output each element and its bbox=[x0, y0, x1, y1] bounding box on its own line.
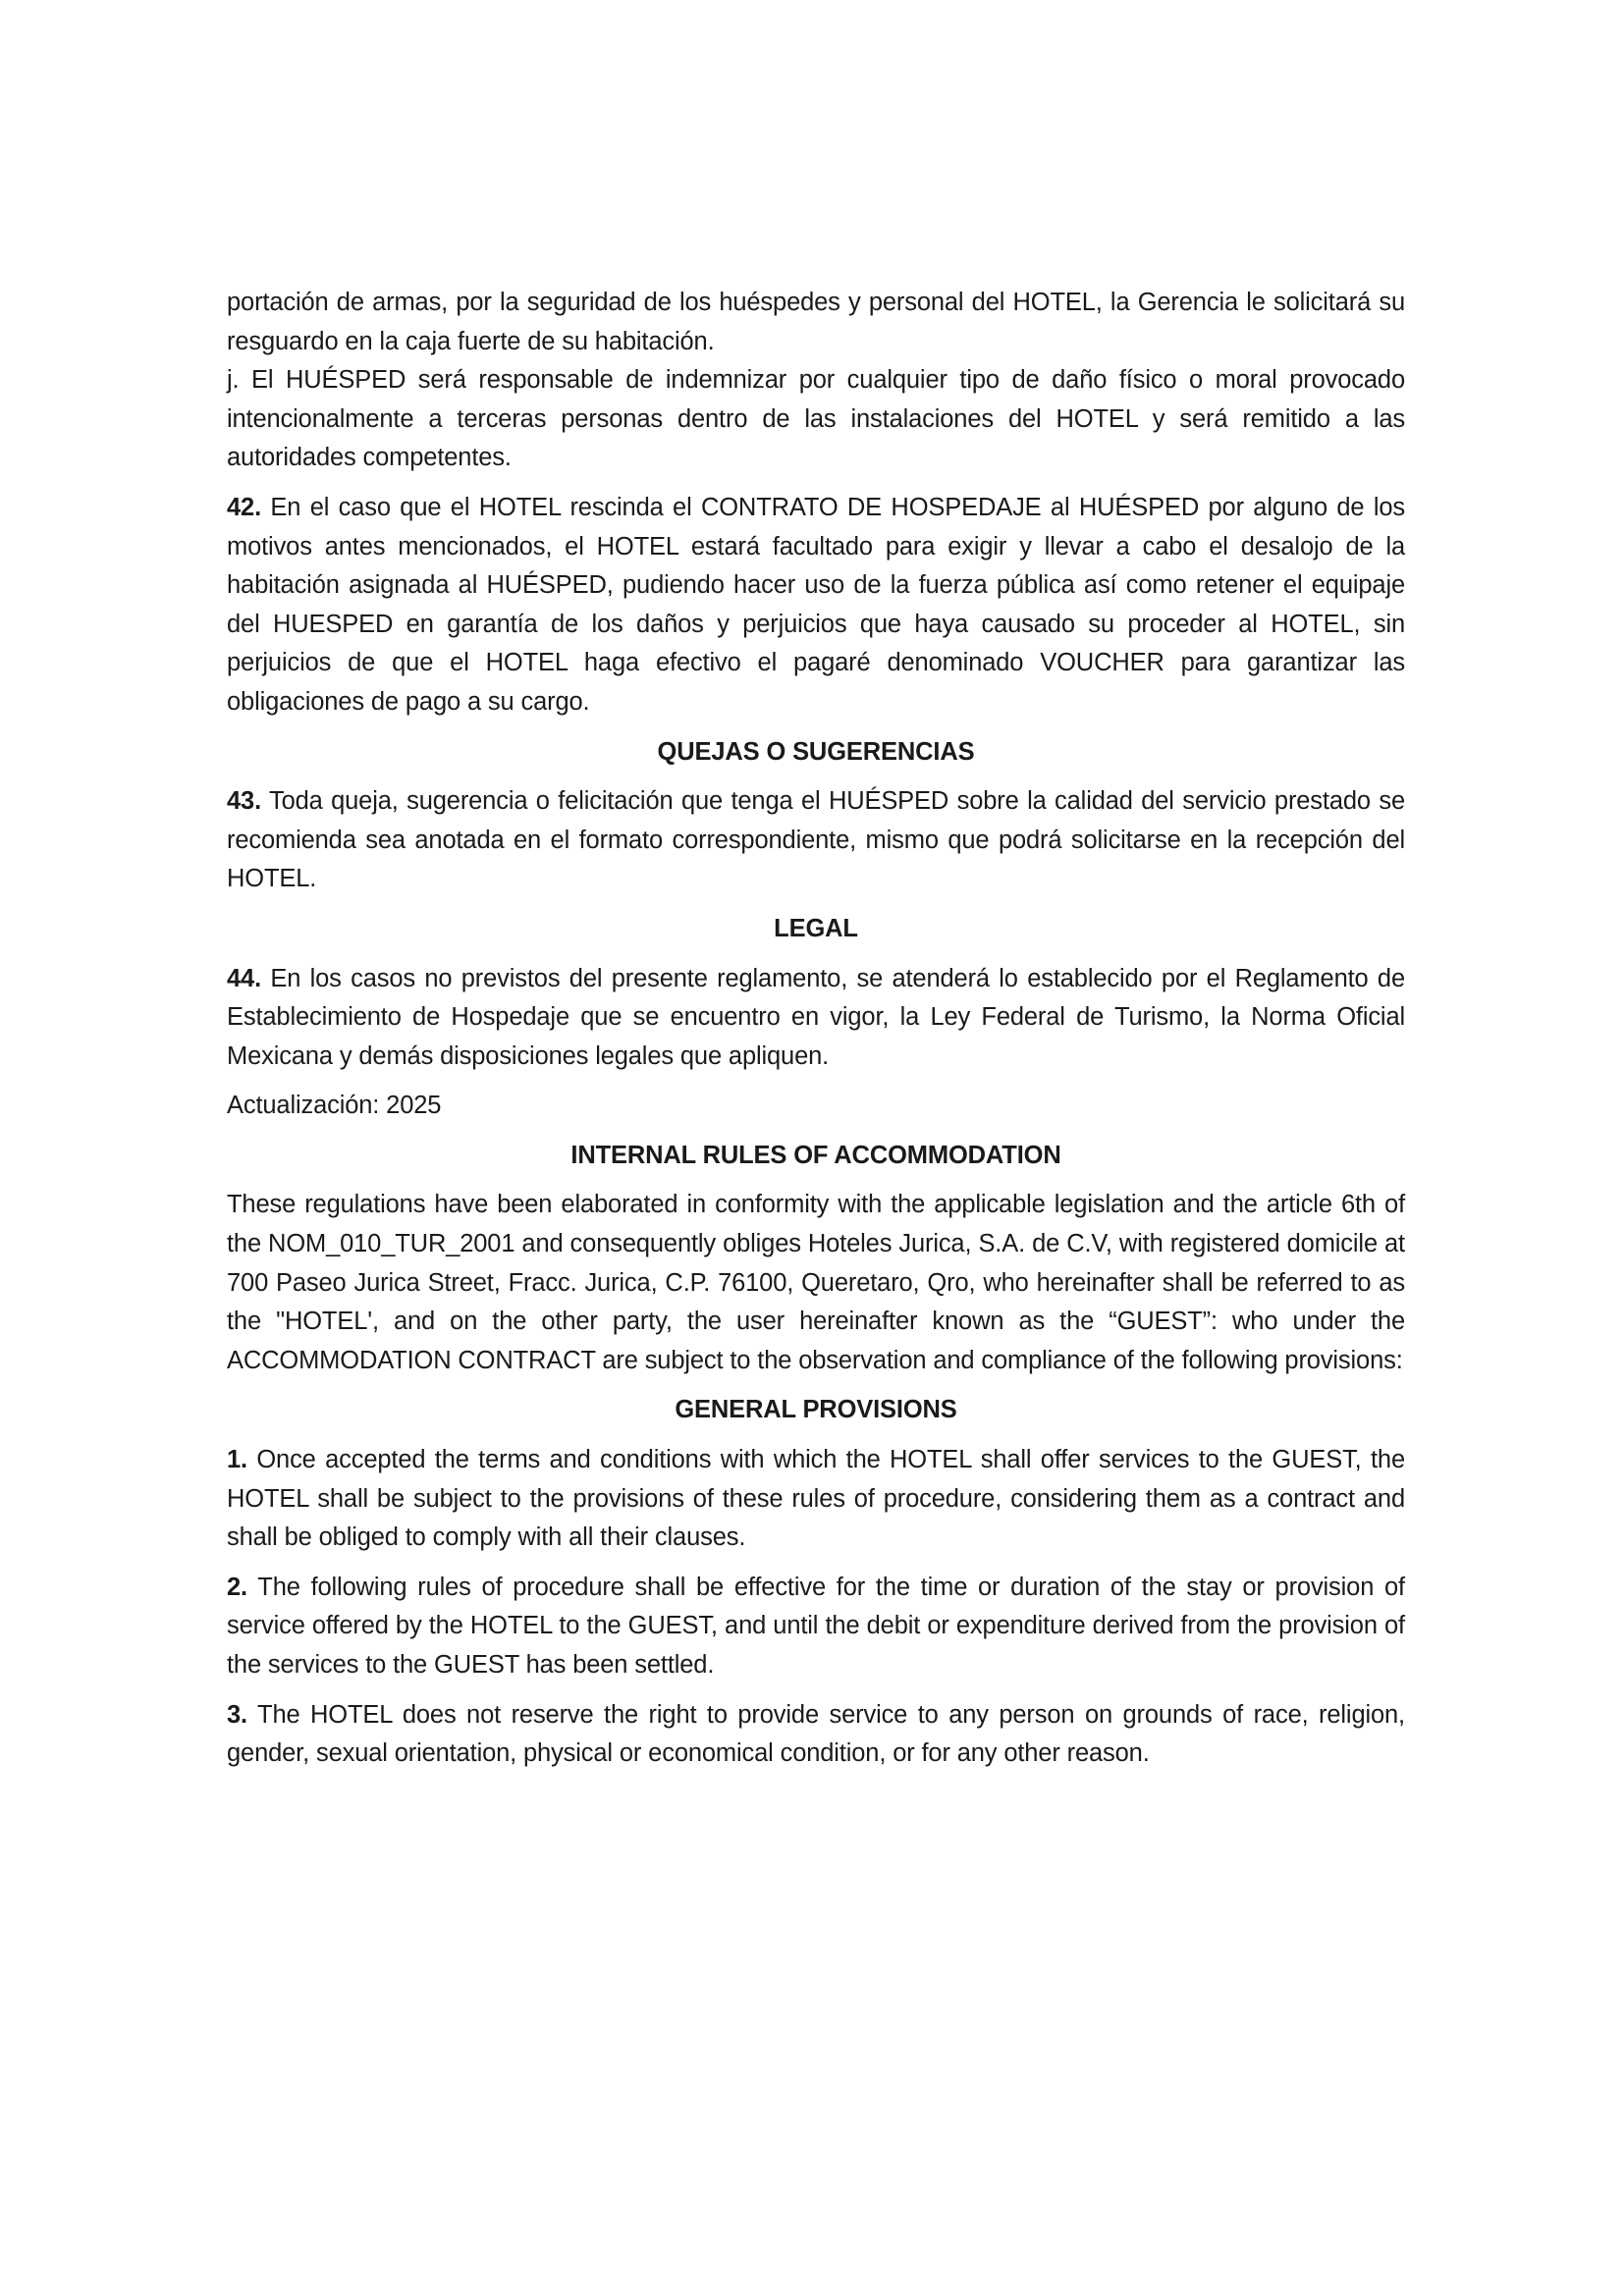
paragraph-item-j bbox=[227, 361, 1405, 478]
clause-text: En el caso que el HOTEL rescinda el CONTRATO DE HOSPEDAJE al HUÉSPED por alguno de los motivos antes mencionados, el HOTEL estará facultado para exigir y llevar a cabo el desalojo de la habitación asignada al HUÉSPED, pudiendo hacer uso de la fuerza pública así como retener el equipaje del HUESPED en garantía de los daños y perjuicios que haya causado su proceder al HOTEL, sin perjuicios de que el HOTEL haga efectivo el pagaré denominado VOUCHER para garantizar las obligaciones de pago a su cargo. bbox=[227, 493, 1405, 716]
clause-text: Once accepted the terms and conditions with which the HOTEL shall offer services to the GUEST, the HOTEL shall be subject to the provisions of these rules of procedure, considering them as a contract and shall be obliged to comply with all their clauses. bbox=[227, 1446, 1405, 1552]
clause-number: 42. bbox=[227, 493, 261, 521]
clause-text: Toda queja, sugerencia o felicitación que tenga el HUÉSPED sobre la calidad del servicio prestado se recomienda sea anotada en el formato correspondiente, mismo que podrá solicitarse en la recepción del HOTEL. bbox=[227, 787, 1406, 893]
section-heading-internal-rules: INTERNAL RULES OF ACCOMMODATION bbox=[570, 1141, 1061, 1169]
clause-text: The following rules of procedure shall be effective for the time or duration of the stay or provision of service offered by the HOTEL to the GUEST, and until the debit or expenditure derived from the provision of the services to the GUEST has been settled. bbox=[227, 1573, 1405, 1679]
clause-number: 1. bbox=[227, 1446, 247, 1474]
clause-1 bbox=[227, 1441, 1405, 1558]
clause-2 bbox=[227, 1569, 1405, 1685]
section-heading-quejas: QUEJAS O SUGERENCIAS bbox=[657, 737, 975, 766]
section-heading-legal: LEGAL bbox=[774, 914, 858, 942]
update-note bbox=[227, 1087, 1405, 1126]
document-page bbox=[227, 284, 1405, 1785]
clause-number: 3. bbox=[227, 1700, 247, 1729]
clause-number: 2. bbox=[227, 1573, 247, 1601]
paragraph-text: j. El HUÉSPED será responsable de indemnizar por cualquier tipo de daño físico o moral provocado intencionalmente a terceras personas dentro de las instalaciones del HOTEL y será remitido a las autoridades competentes. bbox=[227, 366, 1405, 472]
section-heading-general-provisions: GENERAL PROVISIONS bbox=[675, 1396, 957, 1424]
clause-text: The HOTEL does not reserve the right to provide service to any person on grounds of race, religion, gender, sexual orientation, physical or economical condition, or for any other reason. bbox=[227, 1700, 1405, 1768]
clause-text: En los casos no previstos del presente reglamento, se atenderá lo establecido por el Reglamento de Establecimiento de Hospedaje que se encuentro en vigor, la Ley Federal de Turismo, la Norma Oficial Mexicana y demás disposiciones legales que apliquen. bbox=[227, 964, 1405, 1070]
clause-3 bbox=[227, 1696, 1405, 1774]
paragraph-intro-regulations bbox=[227, 1186, 1405, 1380]
paragraph-text: These regulations have been elaborated in conformity with the applicable legislation and the article 6th of the NOM_010_TUR_2001 and consequently obliges Hoteles Jurica, S.A. de C.V, with registered domicile at 700 Paseo Jurica Street, Fracc. Jurica, C.P. 76100, Queretaro, Qro, who hereinafter shall be referred to as the "HOTEL', and on the other party, the user hereinafter known as the “GUEST”: who under the ACCOMMODATION CONTRACT are subject to the observation and compliance of the following provisions: bbox=[227, 1191, 1405, 1374]
clause-number: 43. bbox=[227, 787, 261, 816]
clause-44 bbox=[227, 960, 1405, 1077]
update-text: Actualización: 2025 bbox=[227, 1092, 442, 1120]
clause-43 bbox=[227, 782, 1405, 899]
paragraph-text: portación de armas, por la seguridad de los huéspedes y personal del HOTEL, la Gerencia le solicitará su resguardo en la caja fuerte de su habitación. bbox=[227, 289, 1405, 355]
paragraph-arms-continuation bbox=[227, 284, 1405, 361]
clause-number: 44. bbox=[227, 964, 261, 992]
clause-42 bbox=[227, 489, 1405, 722]
